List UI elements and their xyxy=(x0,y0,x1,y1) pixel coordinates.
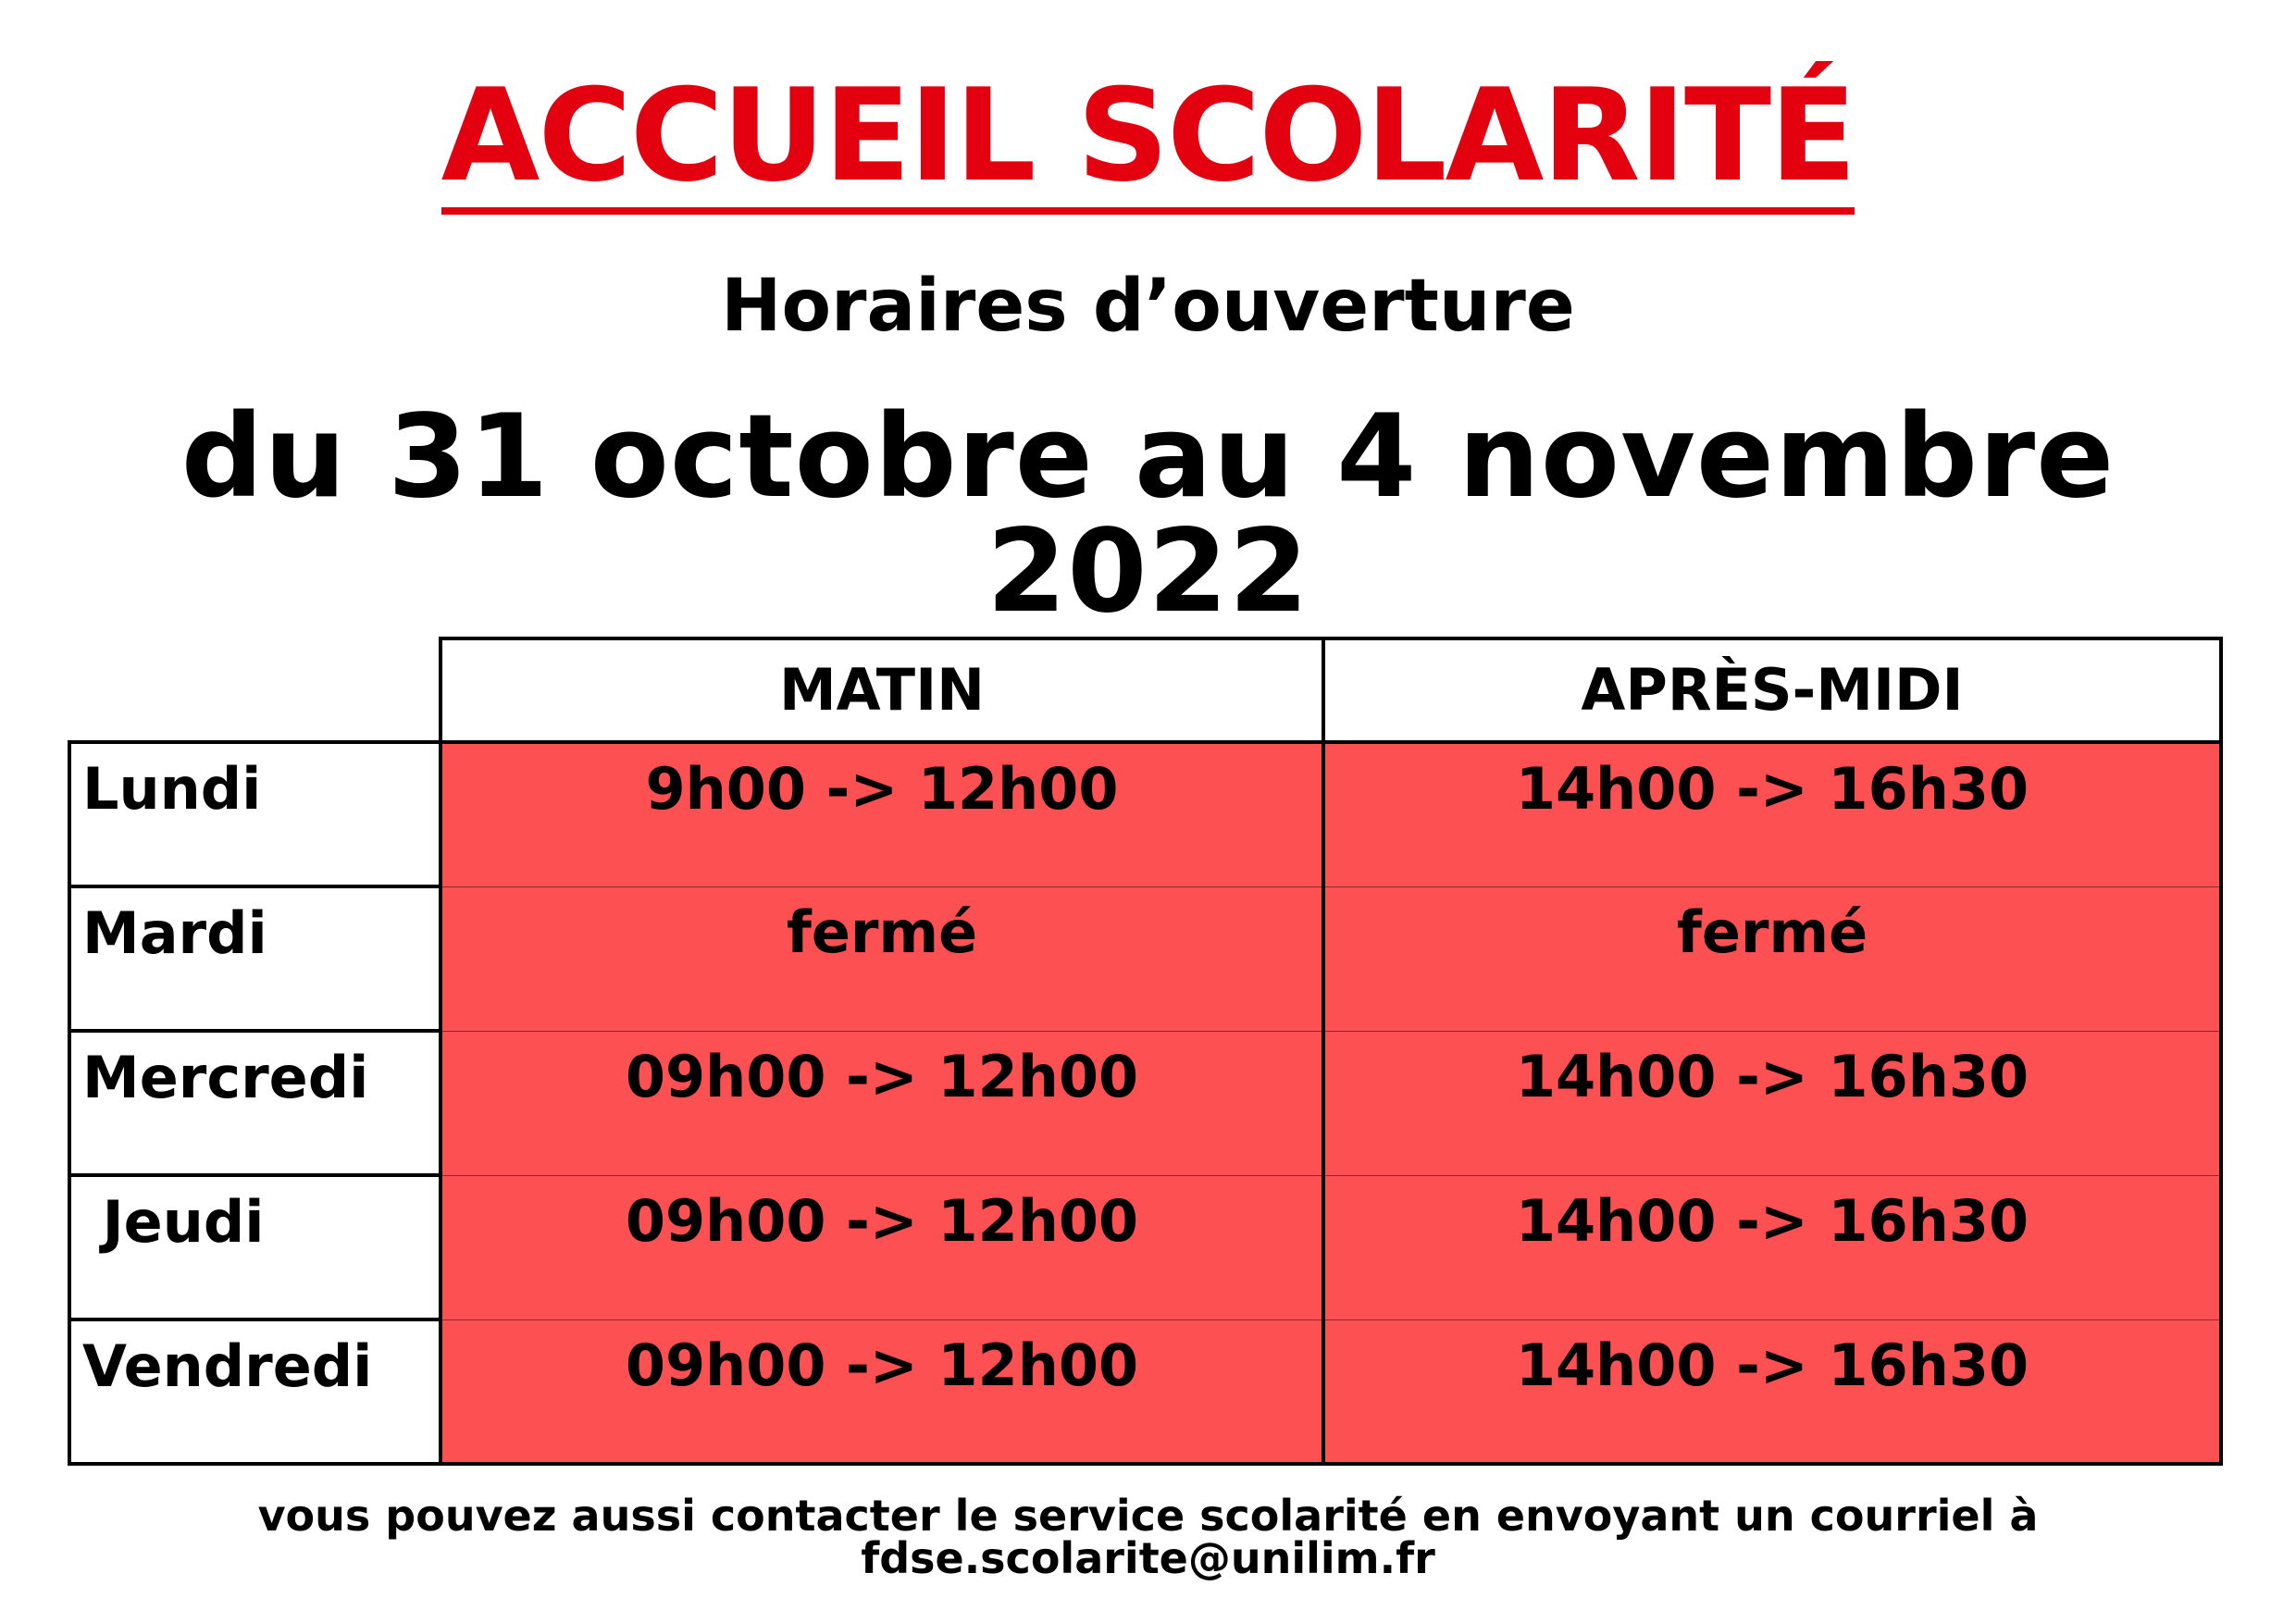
morning-hours: 09h00 -> 12h00 xyxy=(441,1175,1323,1319)
table-header-row xyxy=(69,638,2221,742)
day-label: Lundi xyxy=(69,742,441,886)
morning-hours: 09h00 -> 12h00 xyxy=(441,1031,1323,1175)
day-label: Jeudi xyxy=(69,1175,441,1319)
afternoon-hours: 14h00 -> 16h30 xyxy=(1323,1031,2221,1175)
afternoon-hours: fermé xyxy=(1323,886,2221,1031)
date-range: du 31 octobre au 4 novembre 2022 xyxy=(180,390,2116,638)
schedule-table xyxy=(68,637,2223,1466)
column-header-matin: MATIN xyxy=(441,638,1323,742)
table-row xyxy=(69,1319,2221,1464)
table-row xyxy=(69,1031,2221,1175)
day-label: Vendredi xyxy=(69,1319,441,1464)
afternoon-hours: 14h00 -> 16h30 xyxy=(1323,742,2221,886)
afternoon-hours: 14h00 -> 16h30 xyxy=(1323,1175,2221,1319)
header-blank-cell xyxy=(69,638,441,742)
contact-note: vous pouvez aussi contacter le service scolarité en envoyant un courriel à fdse.scolarite@unilim.fr xyxy=(257,1491,2039,1583)
morning-hours: 9h00 -> 12h00 xyxy=(441,742,1323,886)
morning-hours: fermé xyxy=(441,886,1323,1031)
day-label: Mardi xyxy=(69,886,441,1031)
day-label: Mercredi xyxy=(69,1031,441,1175)
afternoon-hours: 14h00 -> 16h30 xyxy=(1323,1319,2221,1464)
page-title xyxy=(0,61,2296,215)
column-header-apres-midi: APRÈS-MIDI xyxy=(1323,638,2221,742)
table-row xyxy=(69,1175,2221,1319)
table-row xyxy=(69,742,2221,886)
page-title-text: ACCUEIL SCOLARITÉ xyxy=(441,72,1855,215)
page-subtitle: Horaires d’ouverture xyxy=(721,265,1575,348)
morning-hours: 09h00 -> 12h00 xyxy=(441,1319,1323,1464)
table-row xyxy=(69,886,2221,1031)
